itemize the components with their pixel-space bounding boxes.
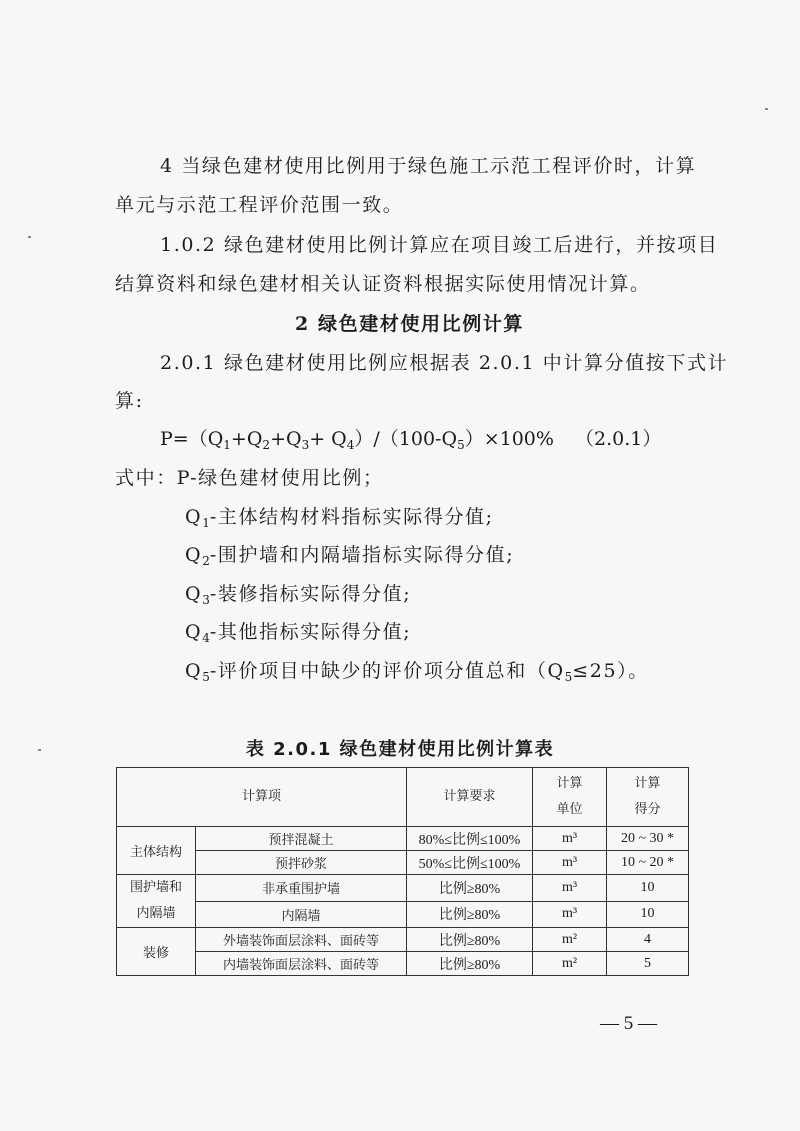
row-requirement: 80%≤比例≤100%: [407, 827, 533, 851]
formula: $P=(Q_1+Q_2+Q_3+ Q_4)/(100-Q_5)\times 100\%$: [160, 428, 554, 452]
row-requirement: 比例≥80%: [407, 928, 533, 952]
header-score: 计算 得分: [607, 768, 689, 827]
definition-q1: $Q_1-$主体结构材料指标实际得分值;: [185, 506, 494, 530]
table-row: [117, 827, 689, 851]
row-requirement: 比例≥80%: [407, 952, 533, 976]
row-item: 预拌混凝土: [196, 827, 407, 851]
row-item: 预拌砂浆: [196, 851, 407, 875]
table-title: 表 2.0.1 绿色建材使用比例计算表: [245, 739, 555, 760]
row-score: 10 ~ 20 *: [607, 851, 689, 875]
row-requirement: 50%≤比例≤100%: [407, 851, 533, 875]
row-item: 非承重围护墙: [196, 875, 407, 902]
page-number: — 5 —: [600, 1013, 657, 1034]
row-score: 10: [607, 901, 689, 928]
group-walls: 围护墙和 内隔墙: [117, 875, 196, 928]
paragraph-3-line-1: 2.0.1 绿色建材使用比例应根据表 2.0.1 中计算分值按下式计: [160, 352, 729, 374]
header-requirement: 计算要求: [407, 768, 533, 827]
row-score: 4: [607, 928, 689, 952]
row-item: 外墙装饰面层涂料、面砖等: [196, 928, 407, 952]
row-score: 5: [607, 952, 689, 976]
scan-speck: [28, 236, 31, 238]
table-header-row: [117, 768, 689, 827]
formula-number: （2.0.1）: [575, 428, 662, 450]
header-unit: 计算 单位: [533, 768, 607, 827]
row-score: 10: [607, 875, 689, 902]
row-unit: m³: [533, 875, 607, 902]
section-heading: 2 绿色建材使用比例计算: [295, 313, 525, 335]
row-requirement: 比例≥80%: [407, 901, 533, 928]
paragraph-2-line-2: 结算资料和绿色建材相关认证资料根据实际使用情况计算。: [115, 273, 651, 295]
row-score: 20 ~ 30 *: [607, 827, 689, 851]
ratio-table: [116, 767, 689, 976]
definition-q2: $Q_2-$围护墙和内隔墙指标实际得分值;: [185, 544, 515, 568]
row-unit: m²: [533, 928, 607, 952]
row-item: 内墙装饰面层涂料、面砖等: [196, 952, 407, 976]
definition-lead: 式中：P-绿色建材使用比例；: [115, 467, 384, 489]
paragraph-1-line-1: 4 当绿色建材使用比例用于绿色施工示范工程评价时，计算: [160, 155, 697, 177]
definition-q3: $Q_3-$装修指标实际得分值;: [185, 583, 412, 607]
row-requirement: 比例≥80%: [407, 875, 533, 902]
paragraph-1-line-2: 单元与示范工程评价范围一致。: [115, 194, 404, 216]
paragraph-3-line-2: 算:: [115, 390, 144, 412]
table-row: [117, 851, 689, 875]
table-row: [117, 875, 689, 902]
row-unit: m³: [533, 851, 607, 875]
row-unit: m³: [533, 901, 607, 928]
scan-speck: [765, 108, 768, 110]
definition-q4: $Q_4-$其他指标实际得分值;: [185, 621, 412, 645]
row-unit: m³: [533, 827, 607, 851]
group-main-structure: 主体结构: [117, 827, 196, 875]
scan-speck: [38, 749, 41, 751]
row-unit: m²: [533, 952, 607, 976]
table-row: [117, 952, 689, 976]
paragraph-2-line-1: 1.0.2 绿色建材使用比例计算应在项目竣工后进行，并按项目: [160, 234, 719, 256]
group-decoration: 装修: [117, 928, 196, 976]
table-row: [117, 901, 689, 928]
row-item: 内隔墙: [196, 901, 407, 928]
table-row: [117, 928, 689, 952]
definition-q5: $Q_5-$评价项目中缺少的评价项分值总和$(Q_5\le 25)$。: [185, 660, 649, 684]
header-item: 计算项: [117, 768, 407, 827]
